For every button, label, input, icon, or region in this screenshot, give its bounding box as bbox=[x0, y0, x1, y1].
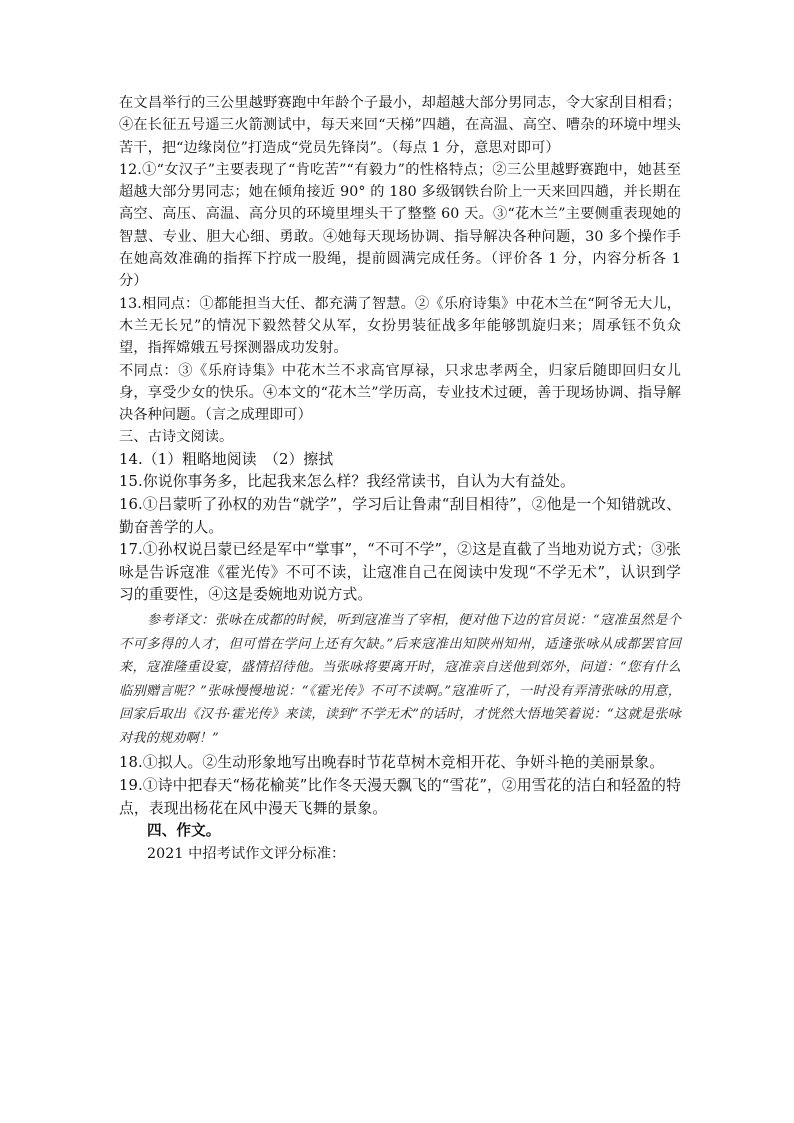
answer-16: 16.①吕蒙听了孙权的劝告“就学”，学习后让鲁肃“刮目相待”，②他是一个知错就改、勤奋善学的人。 bbox=[119, 495, 681, 536]
section-4-heading: 四、作文。 bbox=[147, 822, 221, 840]
answer-11-continuation: 在文昌举行的三公里越野赛跑中年龄个子最小，却超越大部分男同志，令大家刮目相看；④在长征五号遥三火箭测试中，每天来回“天梯”四趟，在高温、高空、嘈杂的环境中埋头苦干，把“边缘岗位”打造成“党员先锋岗”。（每点 1 分，意思对即可） bbox=[119, 95, 681, 156]
essay-criteria-intro: 2021 中招考试作文评分标准： bbox=[147, 845, 346, 862]
document-body bbox=[119, 92, 681, 865]
answer-13-similarities: 13.相同点：①都能担当大任、都充满了智慧。②《乐府诗集》中花木兰在“阿爷无大儿，木兰无长兄”的情况下毅然替父从军，女扮男装征战多年能够凯旋归来；周承钰不负众望，指挥嫦娥五号探测器成功发射。 bbox=[119, 295, 681, 357]
answer-18: 18.①拟人。②生动形象地写出晚春时节花草树木竞相开花、争妍斗艳的美丽景象。 bbox=[119, 754, 665, 772]
answer-17: 17.①孙权说吕蒙已经是军中“掌事”，“不可不学”，②这是直截了当地劝说方式；③张咏是告诉寇准《霍光传》不可不读，让寇准自己在阅读中发现“不学无术”，认识到学习的重要性，④这是委婉地劝说方式。 bbox=[119, 541, 681, 604]
reference-translation: 参考译文：张咏在成都的时候，听到寇准当了宰相，便对他下边的官员说：“寇准虽然是个不可多得的人才，但可惜在学问上还有欠缺。”后来寇准出知陕州知州，适逢张咏从成都罢官回来，寇准隆重设宴，盛情招待他。当张咏将要离开时，寇准亲自送他到郊外，问道：“您有什么临别赠言呢？”张咏慢慢地说：“《霍光传》不可不读啊。”寇准听了，一时没有弄清张咏的用意，回家后取出《汉书·霍光传》来读，读到“不学无术”的话时，才恍然大悟地笑着说：“这就是张咏对我的规劝啊！” bbox=[119, 612, 681, 746]
answer-13-differences: 不同点：③《乐府诗集》中花木兰不求高官厚禄，只求忠孝两全，归家后随即回归女儿身，享受少女的快乐。④本文的“花木兰”学历高，专业技术过硬，善于现场协调、指导解决各种问题。（言之成理即可） bbox=[119, 362, 681, 424]
answer-12: 12.①“女汉子”主要表现了“肯吃苦”“有毅力”的性格特点；②三公里越野赛跑中，她甚至超越大部分男同志；她在倾角接近 90° 的 180 多级钢铁台阶上一天来回四趟，并长期在高空、高压、高温、高分贝的环境里埋头干了整整 60 天。③“花木兰”主要侧重表现她的智慧、专业、胆大心细、勇敢。④她每天现场协调、指导解决各种问题，30 多个操作手在她高效准确的指挥下拧成一股绳，提前圆满完成任务。（评价各 1 分，内容分析各 1 分） bbox=[119, 161, 681, 290]
answer-15: 15.你说你事务多，比起我来怎么样？我经常读书，自认为大有益处。 bbox=[119, 473, 575, 491]
answer-19: 19.①诗中把春天“杨花榆荚”比作冬天漫天飘飞的“雪花”，②用雪花的洁白和轻盈的特点，表现出杨花在风中漫天飞舞的景象。 bbox=[119, 777, 681, 817]
answer-14: 14.（1）粗略地阅读 （2）擦拭 bbox=[119, 450, 334, 468]
section-3-heading: 三、古诗文阅读。 bbox=[119, 429, 234, 446]
